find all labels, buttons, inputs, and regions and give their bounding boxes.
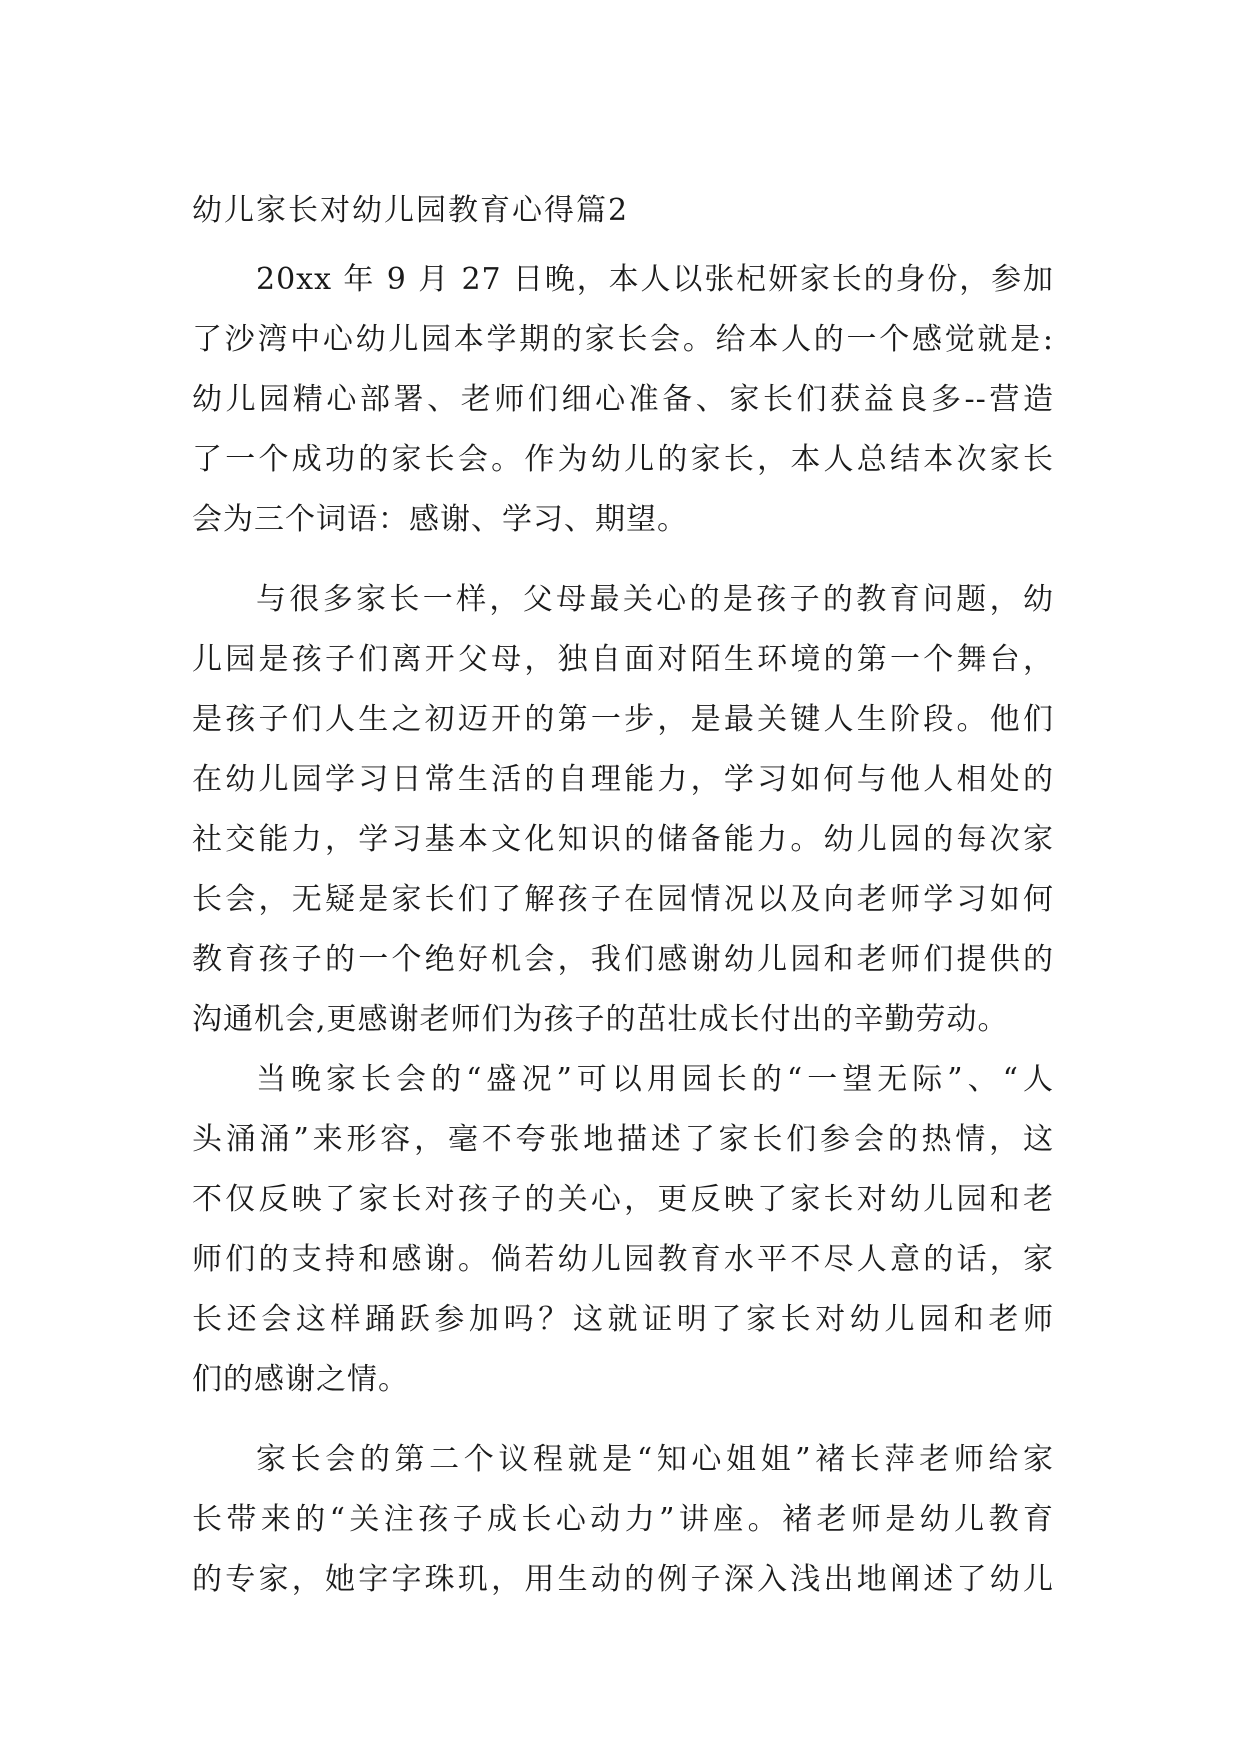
paragraph-line: 了沙湾中心幼儿园本学期的家长会。给本人的一个感觉就是:: [192, 322, 1054, 357]
paragraph-line: 不仅反映了家长对孩子的关心，更反映了家长对幼儿园和老: [192, 1182, 1054, 1217]
paragraph-line: 头涌涌”来形容，毫不夸张地描述了家长们参会的热情，这: [192, 1122, 1054, 1157]
paragraph-line: 儿园是孩子们离开父母，独自面对陌生环境的第一个舞台，: [192, 642, 1054, 677]
paragraph-line: 长会，无疑是家长们了解孩子在园情况以及向老师学习如何: [192, 882, 1054, 917]
paragraph-line: 是孩子们人生之初迈开的第一步，是最关键人生阶段。他们: [192, 702, 1054, 737]
paragraph-line: 在幼儿园学习日常生活的自理能力，学习如何与他人相处的: [192, 762, 1054, 797]
paragraph-4: [192, 1430, 1054, 1610]
paragraph-line: 20xx 年 9 月 27 日晚，本人以张杞妍家长的身份，参加: [256, 262, 1054, 297]
paragraph-line: 社交能力，学习基本文化知识的储备能力。幼儿园的每次家: [192, 822, 1054, 857]
paragraph-line: 当晚家长会的“盛况”可以用园长的“一望无际”、“人: [256, 1062, 1054, 1097]
paragraph-line: 与很多家长一样，父母最关心的是孩子的教育问题，幼: [256, 582, 1054, 617]
document-title: 幼儿家长对幼儿园教育心得篇2: [192, 193, 630, 228]
paragraph-line: 了一个成功的家长会。作为幼儿的家长，本人总结本次家长: [192, 442, 1054, 477]
paragraph-line: 长带来的“关注孩子成长心动力”讲座。褚老师是幼儿教育: [192, 1502, 1054, 1537]
paragraph-line: 家长会的第二个议程就是“知心姐姐”褚长萍老师给家: [256, 1442, 1054, 1477]
paragraph-line: 长还会这样踊跃参加吗？这就证明了家长对幼儿园和老师: [192, 1302, 1054, 1337]
paragraph-1: [192, 250, 1054, 550]
paragraph-line: 教育孩子的一个绝好机会，我们感谢幼儿园和老师们提供的: [192, 942, 1054, 977]
paragraph-line: 们的感谢之情。: [192, 1362, 409, 1397]
paragraph-line: 沟通机会,更感谢老师们为孩子的茁壮成长付出的辛勤劳动。: [192, 1002, 1009, 1037]
paragraph-line: 的专家，她字字珠玑，用生动的例子深入浅出地阐述了幼儿: [192, 1562, 1054, 1597]
paragraph-3: [192, 1050, 1054, 1410]
paragraph-line: 师们的支持和感谢。倘若幼儿园教育水平不尽人意的话，家: [192, 1242, 1054, 1277]
paragraph-line: 会为三个词语：感谢、学习、期望。: [192, 502, 688, 537]
paragraph-2: [192, 570, 1054, 1050]
paragraph-line: 幼儿园精心部署、老师们细心准备、家长们获益良多--营造: [192, 382, 1054, 417]
